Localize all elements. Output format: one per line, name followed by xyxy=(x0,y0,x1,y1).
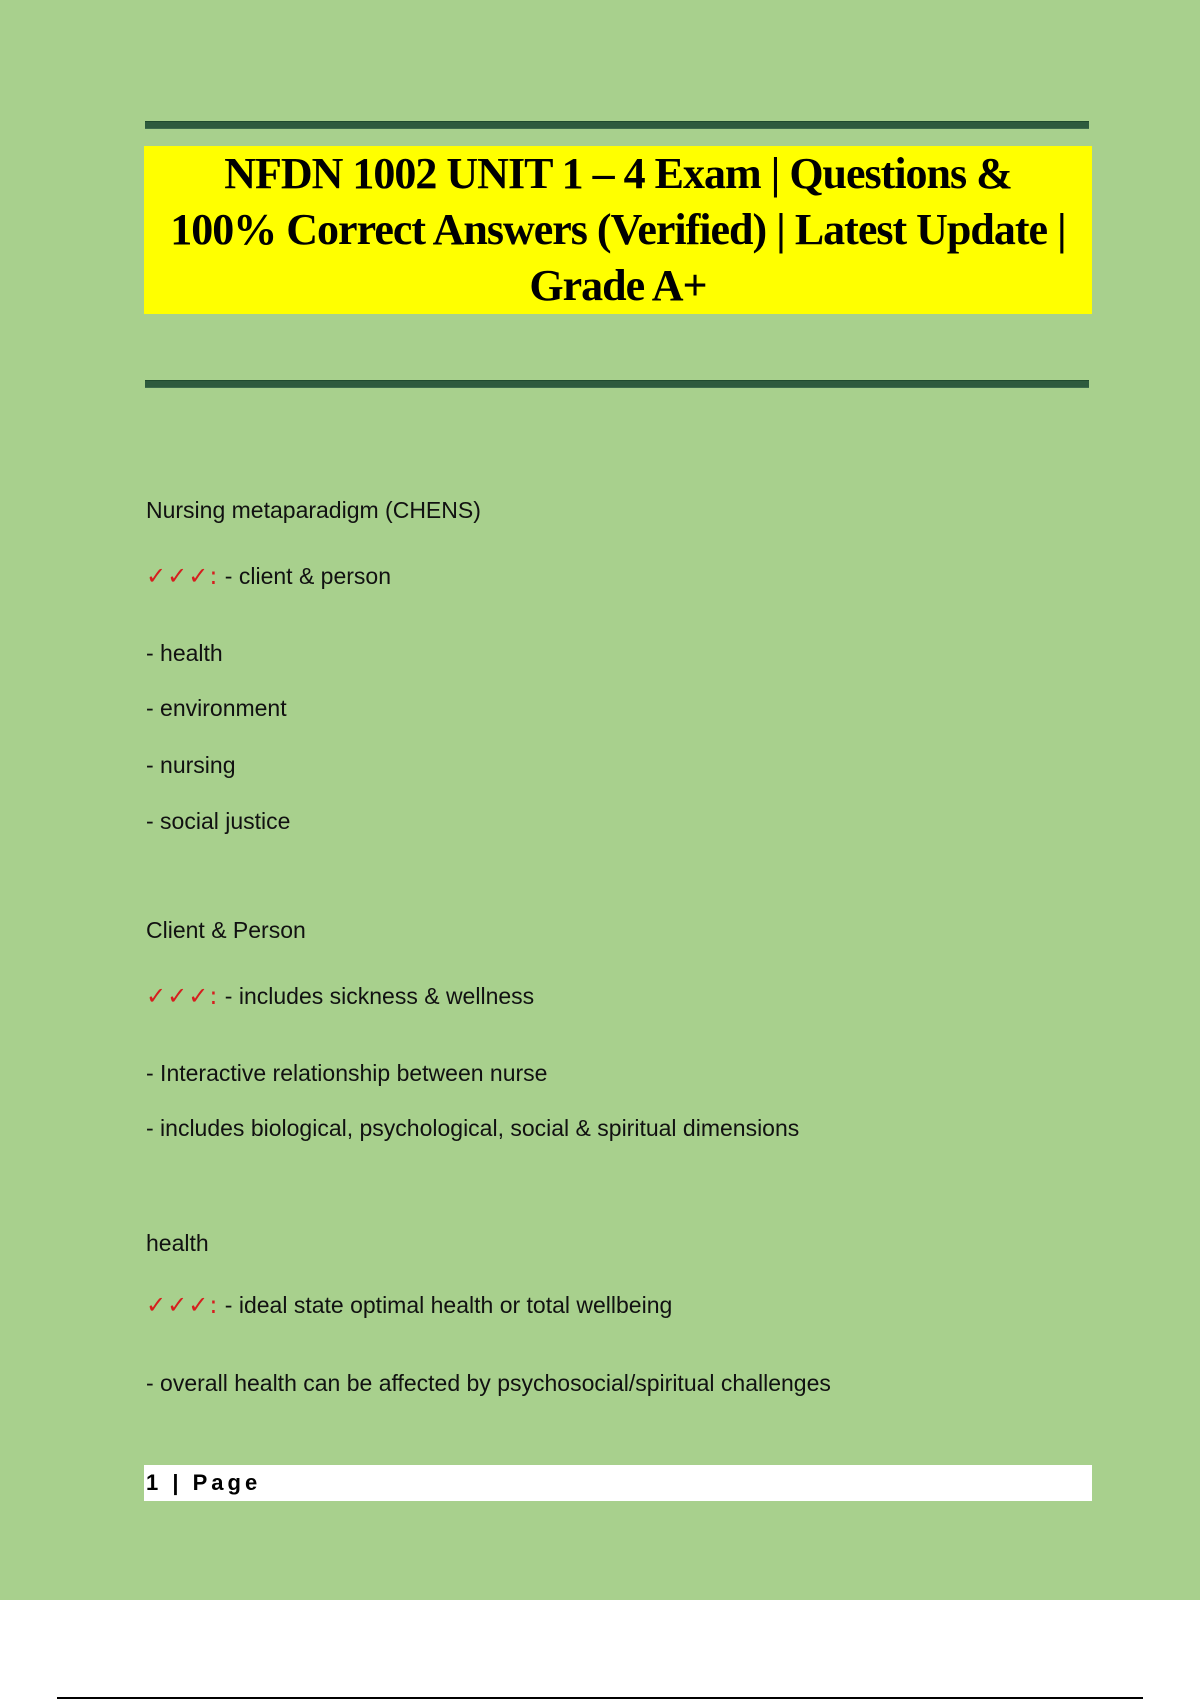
checkmark-icon: ✓✓✓ xyxy=(146,562,210,590)
answer-detail: - health xyxy=(146,640,223,666)
checkmark-colon: : xyxy=(209,982,219,1010)
checkmark-colon: : xyxy=(209,562,219,590)
answer-detail: - social justice xyxy=(146,808,291,834)
answer-detail: - includes biological, psychological, social & spiritual dimensions xyxy=(146,1115,800,1141)
answer-detail: - overall health can be affected by psychosocial/spiritual challenges xyxy=(146,1370,831,1396)
question-text: health xyxy=(146,1230,209,1256)
checkmark-icon: ✓✓✓ xyxy=(146,982,210,1010)
checkmark-icon: ✓✓✓ xyxy=(146,1291,210,1319)
top-decorative-rule xyxy=(145,121,1089,129)
answer-line xyxy=(146,1291,672,1319)
answer-text: - includes sickness & wellness xyxy=(218,983,535,1009)
page-footer xyxy=(144,1465,1092,1501)
answer-detail: - Interactive relationship between nurse xyxy=(146,1060,548,1086)
title-highlight-box xyxy=(144,146,1092,314)
answer-line xyxy=(146,562,391,590)
bottom-decorative-rule xyxy=(145,380,1089,388)
answer-detail: - environment xyxy=(146,695,287,721)
checkmark-colon: : xyxy=(209,1291,219,1319)
answer-detail: - nursing xyxy=(146,752,236,778)
answer-text: - client & person xyxy=(218,563,392,589)
answer-text: - ideal state optimal health or total wellbeing xyxy=(218,1292,673,1318)
document-title: NFDN 1002 UNIT 1 – 4 Exam | Questions & 100% Correct Answers (Verified) | Latest Update | Grade A+ xyxy=(170,149,1066,310)
question-text: Client & Person xyxy=(146,917,306,943)
page-number: 1 | Page xyxy=(146,1470,262,1495)
answer-line xyxy=(146,982,534,1010)
question-text: Nursing metaparadigm (CHENS) xyxy=(146,497,481,523)
page-separator-line xyxy=(57,1697,1143,1699)
